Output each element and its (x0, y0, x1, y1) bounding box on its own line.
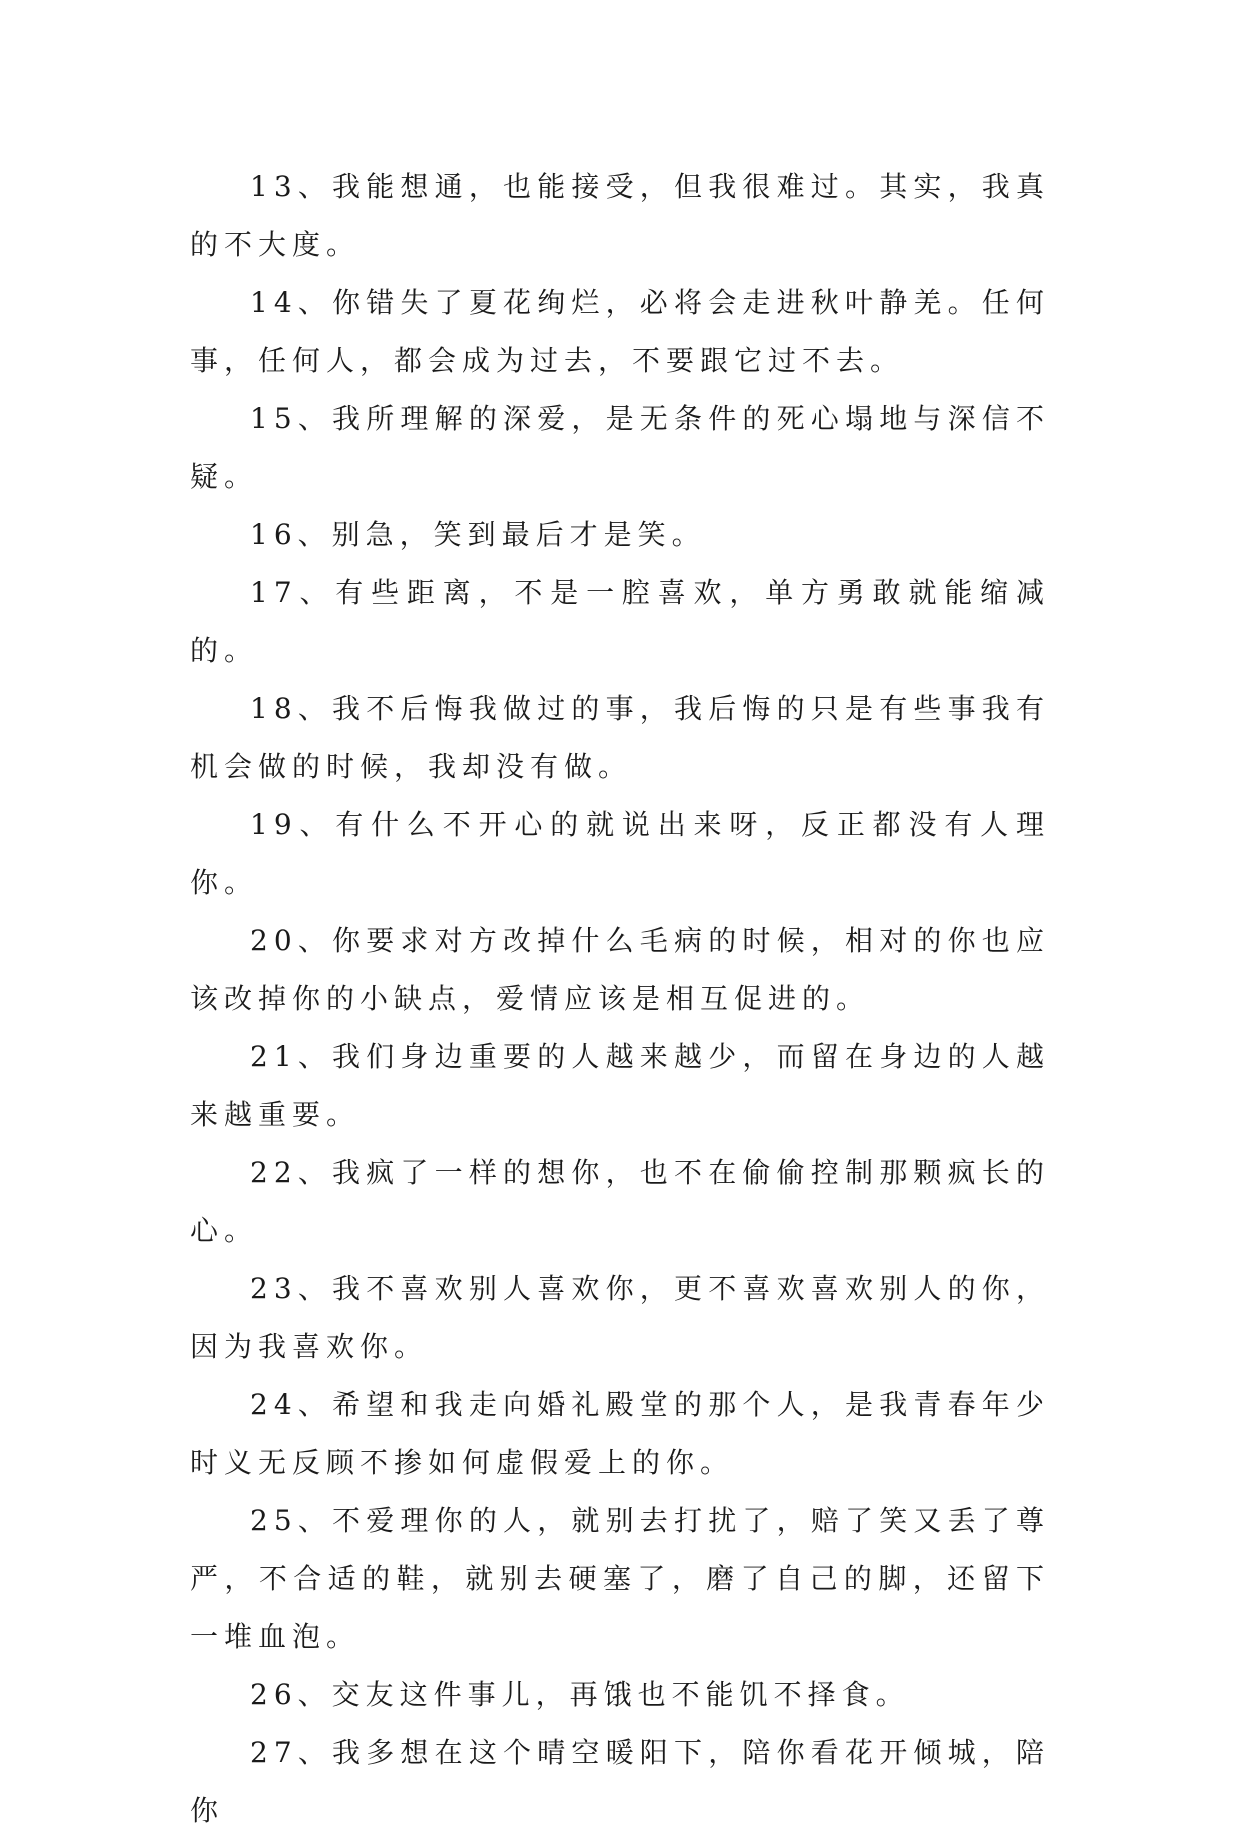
paragraph-23: 23、我不喜欢别人喜欢你，更不喜欢喜欢别人的你，因为我喜欢你。 (190, 1272, 1050, 1363)
paragraph-14: 14、你错失了夏花绚烂，必将会走进秋叶静羌。任何事，任何人，都会成为过去，不要跟它过不去。 (190, 286, 1050, 377)
document-body (190, 158, 1050, 1840)
paragraph-13: 13、我能想通，也能接受，但我很难过。其实，我真的不大度。 (190, 170, 1050, 261)
paragraph-26: 26、交友这件事儿，再饿也不能饥不择食。 (250, 1678, 910, 1711)
paragraph-19: 19、有什么不开心的就说出来呀，反正都没有人理你。 (190, 808, 1050, 899)
paragraph-22: 22、我疯了一样的想你，也不在偷偷控制那颗疯长的心。 (190, 1156, 1050, 1247)
paragraph-18: 18、我不后悔我做过的事，我后悔的只是有些事我有机会做的时候，我却没有做。 (190, 692, 1050, 783)
paragraph-25: 25、不爱理你的人，就别去打扰了，赔了笑又丢了尊严，不合适的鞋，就别去硬塞了，磨了自己的脚，还留下一堆血泡。 (190, 1504, 1050, 1653)
paragraph-20: 20、你要求对方改掉什么毛病的时候，相对的你也应该改掉你的小缺点，爱情应该是相互促进的。 (190, 924, 1050, 1015)
paragraph-27: 27、我多想在这个晴空暖阳下，陪你看花开倾城，陪你 (190, 1736, 1050, 1827)
paragraph-16: 16、别急，笑到最后才是笑。 (250, 518, 706, 551)
paragraph-24: 24、希望和我走向婚礼殿堂的那个人，是我青春年少时义无反顾不掺如何虚假爱上的你。 (190, 1388, 1050, 1479)
paragraph-21: 21、我们身边重要的人越来越少，而留在身边的人越来越重要。 (190, 1040, 1050, 1131)
paragraph-15: 15、我所理解的深爱，是无条件的死心塌地与深信不疑。 (190, 402, 1050, 493)
paragraph-17: 17、有些距离，不是一腔喜欢，单方勇敢就能缩减的。 (190, 576, 1050, 667)
